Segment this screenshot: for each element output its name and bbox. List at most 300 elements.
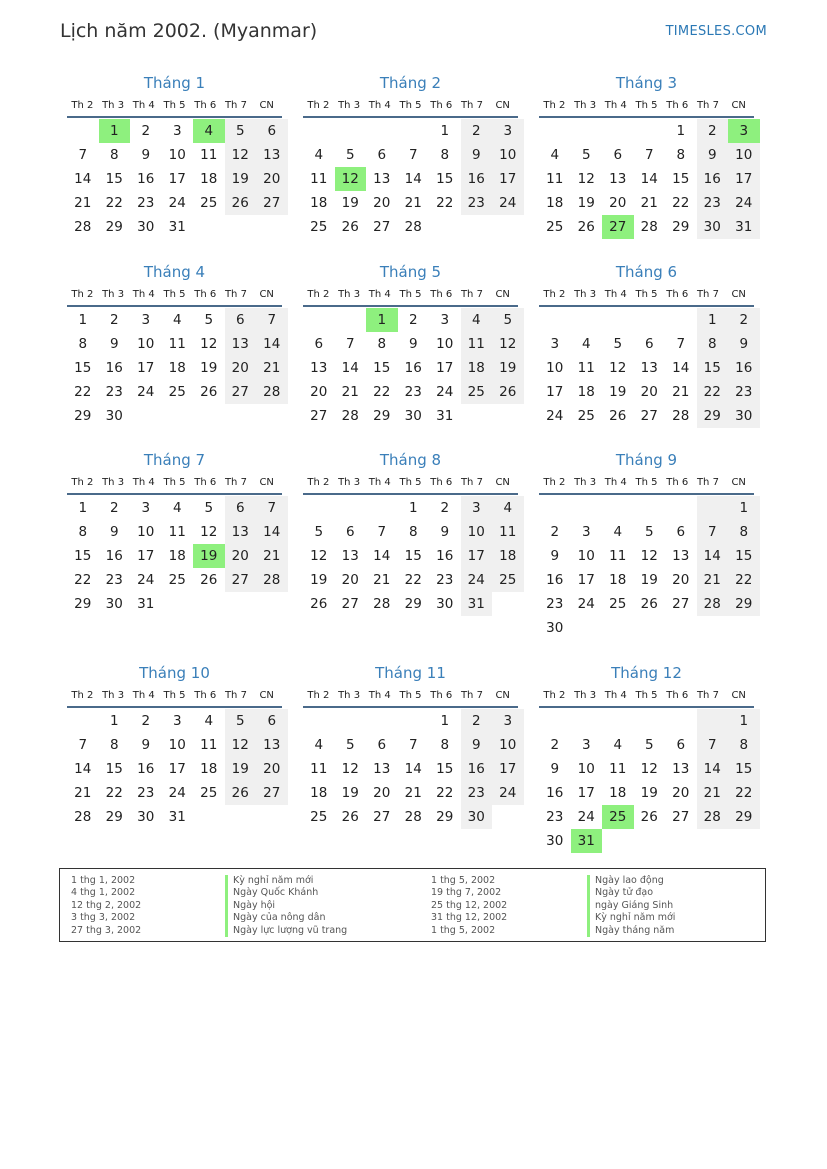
day-cell: 20	[672, 572, 690, 588]
day-cell: 2	[109, 500, 119, 516]
empty-cell	[571, 616, 603, 640]
day-cell: 13	[310, 360, 328, 376]
day-cell: 14	[404, 761, 422, 777]
day-cell: 14	[74, 171, 92, 187]
empty-cell	[539, 308, 571, 332]
empty-cell	[256, 592, 288, 616]
day-cell: 24	[137, 572, 155, 588]
day-cell: 14	[640, 171, 658, 187]
day-cell: 25	[310, 809, 328, 825]
empty-cell	[303, 308, 335, 332]
weekday-label: Th 3	[338, 289, 361, 300]
empty-cell	[665, 616, 697, 640]
day-cell: 5	[204, 312, 214, 328]
weekday-label: CN	[731, 100, 746, 111]
weekday-label: Th 3	[574, 690, 597, 701]
empty-cell	[130, 404, 162, 428]
day-cell: 20	[256, 757, 288, 781]
weekday-label: Th 4	[604, 690, 627, 701]
day-cell: 6	[644, 336, 654, 352]
weekday-header	[303, 283, 518, 307]
day-cell: 27	[341, 596, 359, 612]
day-cell: 9	[141, 147, 151, 163]
weekday-header	[67, 94, 282, 118]
empty-cell	[634, 709, 666, 733]
empty-cell	[665, 709, 697, 733]
weekday-label: Th 5	[399, 477, 422, 488]
day-cell: 16	[461, 757, 493, 781]
weekday-label: Th 6	[666, 289, 689, 300]
day-cell: 23	[105, 384, 123, 400]
day-cell: 5	[644, 524, 654, 540]
day-cell: 30	[105, 408, 123, 424]
day-cell: 22	[436, 785, 454, 801]
day-cell: 7	[256, 308, 288, 332]
legend-holiday-name: ngày Giáng Sinh	[587, 900, 675, 912]
day-cell: 22	[74, 572, 92, 588]
day-cell: 6	[225, 308, 257, 332]
day-cell: 29	[74, 596, 92, 612]
day-cell: 20	[225, 356, 257, 380]
day-cell: 2	[550, 737, 560, 753]
day-cell: 5	[345, 147, 355, 163]
day-cell: 22	[373, 384, 391, 400]
weekday-label: Th 2	[543, 477, 566, 488]
empty-cell	[398, 709, 430, 733]
day-cell: 13	[672, 548, 690, 564]
day-cell: 21	[640, 195, 658, 211]
day-cell: 1	[408, 500, 418, 516]
day-cell: 15	[404, 548, 422, 564]
day-cell: 22	[728, 568, 760, 592]
empty-cell	[602, 308, 634, 332]
day-cell: 22	[74, 384, 92, 400]
day-cell: 28	[404, 219, 422, 235]
day-cell: 5	[225, 119, 257, 143]
day-cell: 10	[546, 360, 564, 376]
weekday-label: Th 7	[460, 100, 483, 111]
day-cell: 17	[492, 167, 524, 191]
weekday-label: Th 4	[604, 289, 627, 300]
empty-cell	[193, 592, 225, 616]
weekday-label: CN	[495, 477, 510, 488]
weekday-label: Th 6	[194, 690, 217, 701]
day-cell: 25	[168, 384, 186, 400]
day-cell: 5	[225, 709, 257, 733]
day-cell: 15	[697, 356, 729, 380]
day-cell: 24	[546, 408, 564, 424]
day-cell: 15	[728, 544, 760, 568]
day-cell: 26	[640, 596, 658, 612]
day-cell: 21	[672, 384, 690, 400]
legend-dates-col-2	[431, 875, 507, 937]
day-cell: 14	[697, 757, 729, 781]
day-cell: 10	[577, 761, 595, 777]
day-cell: 11	[546, 171, 564, 187]
empty-cell	[697, 616, 729, 640]
legend-holiday-name: Ngày tử đạo	[587, 887, 675, 899]
weekday-label: Th 6	[666, 690, 689, 701]
day-cell: 27	[225, 568, 257, 592]
day-cell: 13	[640, 360, 658, 376]
weekday-label: CN	[731, 690, 746, 701]
day-cell: 20	[640, 384, 658, 400]
day-cell: 27	[672, 809, 690, 825]
day-cell: 9	[109, 524, 119, 540]
day-cell: 28	[74, 809, 92, 825]
weekday-label: Th 5	[399, 289, 422, 300]
empty-cell	[697, 496, 729, 520]
day-cell: 16	[546, 785, 564, 801]
day-cell: 4	[613, 737, 623, 753]
day-cell: 28	[672, 408, 690, 424]
day-cell: 4	[193, 119, 225, 143]
legend-names-col-1	[225, 875, 347, 937]
weekday-label: Th 4	[604, 477, 627, 488]
day-cell: 13	[225, 332, 257, 356]
day-grid	[539, 496, 754, 640]
day-cell: 23	[436, 572, 454, 588]
day-cell: 31	[571, 829, 603, 853]
day-cell: 8	[377, 336, 387, 352]
day-cell: 10	[492, 733, 524, 757]
weekday-label: Th 3	[574, 477, 597, 488]
day-cell: 4	[492, 496, 524, 520]
day-cell: 19	[640, 572, 658, 588]
day-cell: 10	[168, 147, 186, 163]
empty-cell	[602, 119, 634, 143]
day-cell: 24	[168, 195, 186, 211]
day-cell: 30	[697, 215, 729, 239]
day-cell: 17	[546, 384, 564, 400]
empty-cell	[366, 709, 398, 733]
day-cell: 24	[577, 809, 595, 825]
month-name: Tháng 7	[143, 451, 206, 469]
day-cell: 29	[74, 408, 92, 424]
day-cell: 6	[314, 336, 324, 352]
legend-date: 25 thg 12, 2002	[431, 899, 508, 911]
day-cell: 18	[461, 356, 493, 380]
day-cell: 5	[644, 737, 654, 753]
day-cell: 26	[341, 219, 359, 235]
day-cell: 21	[341, 384, 359, 400]
day-cell: 27	[640, 408, 658, 424]
day-cell: 4	[204, 713, 214, 729]
day-cell: 21	[74, 195, 92, 211]
weekday-label: Th 5	[635, 690, 658, 701]
day-grid	[67, 308, 282, 428]
empty-cell	[665, 496, 697, 520]
month-name: Tháng 3	[615, 74, 678, 92]
day-cell: 25	[609, 596, 627, 612]
day-cell: 15	[74, 548, 92, 564]
day-cell: 11	[609, 761, 627, 777]
day-cell: 23	[546, 809, 564, 825]
day-cell: 12	[335, 167, 367, 191]
day-cell: 1	[109, 713, 119, 729]
empty-cell	[335, 709, 367, 733]
month-name: Tháng 2	[379, 74, 442, 92]
day-cell: 23	[461, 191, 493, 215]
weekday-label: Th 5	[635, 100, 658, 111]
month-block	[61, 662, 282, 829]
month-name: Tháng 8	[379, 451, 442, 469]
weekday-label: Th 3	[338, 477, 361, 488]
day-cell: 4	[550, 147, 560, 163]
weekday-label: Th 3	[338, 100, 361, 111]
day-cell: 12	[200, 524, 218, 540]
empty-cell	[162, 592, 194, 616]
day-cell: 6	[377, 147, 387, 163]
day-cell: 13	[225, 520, 257, 544]
day-cell: 13	[373, 761, 391, 777]
day-cell: 4	[314, 147, 324, 163]
day-cell: 14	[404, 171, 422, 187]
day-cell: 28	[74, 219, 92, 235]
day-cell: 10	[728, 143, 760, 167]
day-cell: 24	[577, 596, 595, 612]
day-cell: 27	[373, 219, 391, 235]
day-cell: 14	[256, 332, 288, 356]
day-cell: 2	[109, 312, 119, 328]
weekday-label: Th 7	[696, 477, 719, 488]
empty-cell	[571, 496, 603, 520]
weekday-label: CN	[495, 289, 510, 300]
weekday-label: Th 2	[71, 100, 94, 111]
legend-date: 4 thg 1, 2002	[71, 887, 136, 899]
empty-cell	[366, 496, 398, 520]
weekday-label: Th 5	[163, 477, 186, 488]
day-cell: 8	[440, 737, 450, 753]
day-cell: 29	[105, 809, 123, 825]
day-cell: 13	[256, 733, 288, 757]
empty-cell	[539, 709, 571, 733]
day-cell: 7	[676, 336, 686, 352]
day-cell: 20	[373, 785, 391, 801]
empty-cell	[571, 119, 603, 143]
weekday-label: Th 6	[430, 477, 453, 488]
day-cell: 7	[697, 733, 729, 757]
day-cell: 8	[109, 737, 119, 753]
weekday-header	[67, 283, 282, 307]
weekday-header	[303, 94, 518, 118]
weekday-label: Th 6	[430, 690, 453, 701]
weekday-label: Th 2	[543, 100, 566, 111]
day-cell: 4	[172, 312, 182, 328]
empty-cell	[67, 709, 99, 733]
weekday-label: Th 3	[574, 289, 597, 300]
month-name: Tháng 5	[379, 263, 442, 281]
day-cell: 10	[577, 548, 595, 564]
empty-cell	[634, 829, 666, 853]
empty-cell	[256, 215, 288, 239]
month-block	[61, 72, 282, 239]
day-cell: 22	[728, 781, 760, 805]
day-cell: 28	[404, 809, 422, 825]
empty-cell	[193, 404, 225, 428]
day-cell: 11	[200, 737, 218, 753]
day-cell: 16	[728, 356, 760, 380]
day-cell: 14	[341, 360, 359, 376]
weekday-label: Th 2	[71, 690, 94, 701]
day-cell: 18	[200, 171, 218, 187]
day-cell: 22	[697, 380, 729, 404]
day-cell: 29	[373, 408, 391, 424]
day-cell: 25	[602, 805, 634, 829]
weekday-label: Th 4	[132, 477, 155, 488]
day-cell: 26	[492, 380, 524, 404]
empty-cell	[67, 119, 99, 143]
day-cell: 16	[137, 761, 155, 777]
weekday-header	[539, 94, 754, 118]
day-cell: 28	[256, 380, 288, 404]
day-cell: 22	[105, 195, 123, 211]
weekday-label: Th 7	[696, 100, 719, 111]
weekday-label: Th 3	[338, 690, 361, 701]
day-cell: 12	[200, 336, 218, 352]
day-cell: 15	[105, 761, 123, 777]
day-cell: 20	[373, 195, 391, 211]
day-cell: 13	[341, 548, 359, 564]
day-cell: 17	[436, 360, 454, 376]
day-cell: 1	[78, 312, 88, 328]
day-cell: 2	[461, 709, 493, 733]
day-cell: 2	[141, 123, 151, 139]
day-cell: 19	[609, 384, 627, 400]
legend-holiday-name: Kỳ nghỉ năm mới	[587, 912, 675, 924]
day-cell: 3	[581, 524, 591, 540]
weekday-label: Th 7	[224, 100, 247, 111]
day-grid	[539, 308, 754, 428]
day-cell: 11	[168, 336, 186, 352]
weekday-header	[303, 684, 518, 708]
day-cell: 1	[676, 123, 686, 139]
empty-cell	[225, 404, 257, 428]
day-cell: 20	[672, 785, 690, 801]
day-cell: 28	[341, 408, 359, 424]
day-cell: 17	[137, 548, 155, 564]
day-cell: 15	[74, 360, 92, 376]
day-grid	[303, 496, 518, 616]
day-cell: 10	[168, 737, 186, 753]
weekday-label: Th 7	[460, 477, 483, 488]
day-cell: 27	[373, 809, 391, 825]
weekday-header	[303, 471, 518, 495]
weekday-label: Th 4	[368, 289, 391, 300]
day-cell: 24	[728, 191, 760, 215]
day-cell: 23	[728, 380, 760, 404]
empty-cell	[303, 119, 335, 143]
empty-cell	[162, 404, 194, 428]
day-cell: 16	[404, 360, 422, 376]
month-block	[297, 72, 518, 239]
day-cell: 23	[461, 781, 493, 805]
empty-cell	[571, 308, 603, 332]
day-cell: 4	[613, 524, 623, 540]
day-cell: 18	[609, 572, 627, 588]
weekday-label: Th 4	[604, 100, 627, 111]
day-cell: 11	[310, 171, 328, 187]
day-cell: 9	[408, 336, 418, 352]
month-name: Tháng 12	[611, 664, 682, 682]
day-cell: 25	[461, 380, 493, 404]
month-block	[533, 662, 754, 853]
holiday-legend	[59, 868, 766, 942]
day-cell: 16	[137, 171, 155, 187]
day-cell: 24	[168, 785, 186, 801]
day-cell: 3	[550, 336, 560, 352]
month-block	[297, 662, 518, 829]
day-cell: 22	[436, 195, 454, 211]
day-cell: 26	[609, 408, 627, 424]
day-cell: 1	[440, 713, 450, 729]
weekday-label: Th 3	[574, 100, 597, 111]
day-cell: 19	[310, 572, 328, 588]
weekday-label: Th 4	[132, 289, 155, 300]
day-cell: 26	[341, 809, 359, 825]
weekday-label: Th 6	[666, 477, 689, 488]
day-cell: 6	[256, 709, 288, 733]
day-cell: 25	[200, 195, 218, 211]
day-cell: 26	[200, 572, 218, 588]
day-cell: 9	[550, 761, 560, 777]
empty-cell	[366, 119, 398, 143]
day-cell: 17	[577, 572, 595, 588]
day-cell: 5	[204, 500, 214, 516]
day-cell: 14	[256, 520, 288, 544]
month-name: Tháng 4	[143, 263, 206, 281]
day-cell: 12	[609, 360, 627, 376]
day-cell: 21	[256, 356, 288, 380]
day-cell: 13	[373, 171, 391, 187]
day-cell: 13	[609, 171, 627, 187]
day-cell: 21	[74, 785, 92, 801]
weekday-label: Th 2	[543, 289, 566, 300]
weekday-label: Th 3	[102, 477, 125, 488]
day-cell: 11	[200, 147, 218, 163]
day-cell: 27	[310, 408, 328, 424]
day-cell: 19	[640, 785, 658, 801]
day-cell: 17	[728, 167, 760, 191]
empty-cell	[571, 709, 603, 733]
brand-link[interactable]: TIMESLES.COM	[665, 24, 767, 39]
day-cell: 3	[492, 709, 524, 733]
weekday-label: Th 3	[102, 690, 125, 701]
day-cell: 8	[109, 147, 119, 163]
day-cell: 28	[373, 596, 391, 612]
day-cell: 28	[256, 568, 288, 592]
weekday-label: Th 7	[460, 690, 483, 701]
day-cell: 25	[310, 219, 328, 235]
legend-date: 19 thg 7, 2002	[431, 887, 502, 899]
day-cell: 18	[492, 544, 524, 568]
day-cell: 25	[577, 408, 595, 424]
month-name: Tháng 10	[139, 664, 210, 682]
day-cell: 9	[728, 332, 760, 356]
weekday-label: Th 2	[71, 477, 94, 488]
day-cell: 17	[492, 757, 524, 781]
day-cell: 7	[377, 524, 387, 540]
day-cell: 15	[373, 360, 391, 376]
day-cell: 2	[697, 119, 729, 143]
legend-holiday-name: Ngày lao động	[587, 875, 675, 887]
day-cell: 12	[577, 171, 595, 187]
day-cell: 24	[137, 384, 155, 400]
empty-cell	[335, 119, 367, 143]
weekday-header	[67, 471, 282, 495]
day-cell: 11	[461, 332, 493, 356]
empty-cell	[634, 308, 666, 332]
